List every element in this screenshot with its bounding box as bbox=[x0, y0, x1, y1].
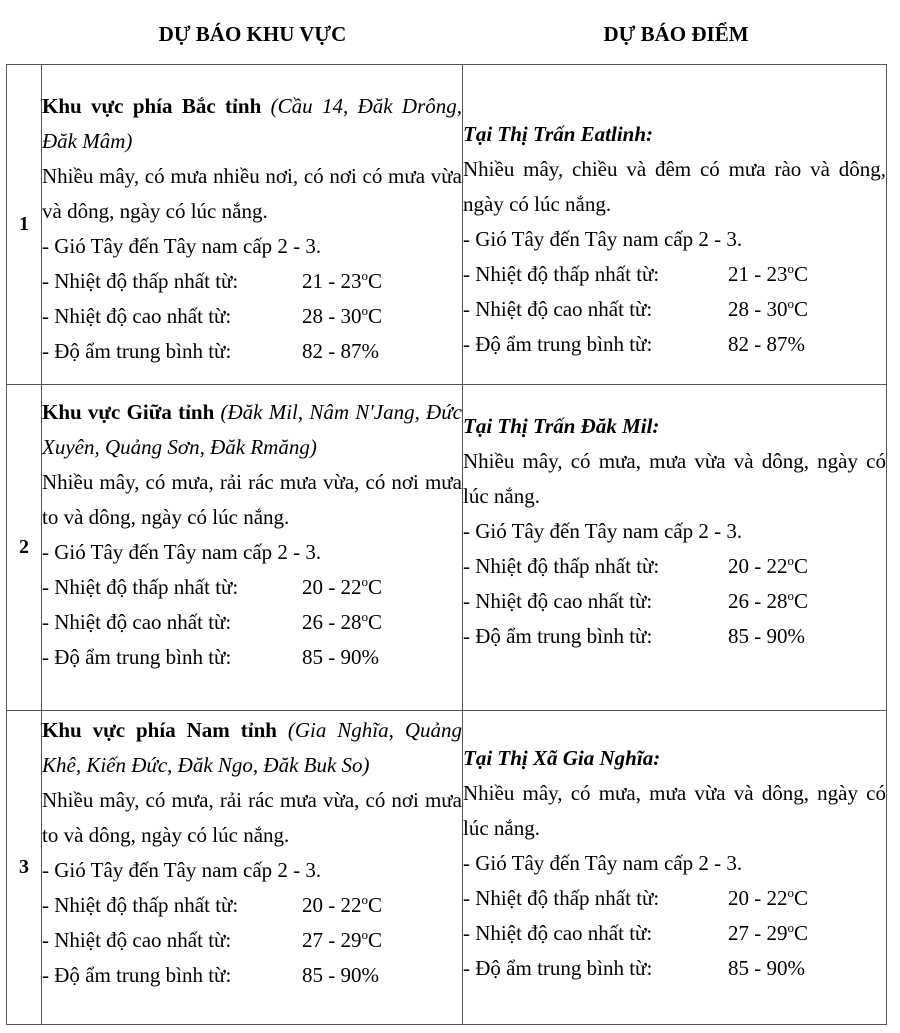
point-temp-min: - Nhiệt độ thấp nhất từ: 20 - 22$^o$C bbox=[463, 885, 809, 910]
region-title: Khu vực phía Bắc tỉnh (Cầu 14, Đăk Drông, Đăk Mâm) bbox=[42, 94, 462, 153]
point-temp-max: - Nhiệt độ cao nhất từ: 27 - 29$^o$C bbox=[463, 920, 809, 945]
region-humidity: - Độ ẩm trung bình từ: 85 - 90% bbox=[42, 645, 379, 669]
table-row bbox=[7, 65, 887, 385]
point-title: Tại Thị Xã Gia Nghĩa: bbox=[463, 746, 661, 770]
region-description: Nhiều mây, có mưa, rải rác mưa vừa, có nơi mưa to và dông, ngày có lúc nắng. bbox=[42, 470, 462, 529]
region-humidity: - Độ ẩm trung bình từ: 85 - 90% bbox=[42, 963, 379, 987]
point-humidity: - Độ ẩm trung bình từ: 85 - 90% bbox=[463, 624, 805, 648]
point-title: Tại Thị Trấn Eatlinh: bbox=[463, 122, 654, 146]
region-title: Khu vực phía Nam tỉnh (Gia Nghĩa, Quảng Khê, Kiến Đức, Đăk Ngo, Đăk Buk So) bbox=[42, 718, 462, 777]
point-description: Nhiều mây, chiều và đêm có mưa rào và dông, ngày có lúc nắng. bbox=[463, 157, 886, 216]
point-temp-min: - Nhiệt độ thấp nhất từ: 21 - 23$^o$C bbox=[463, 261, 809, 286]
region-wind: - Gió Tây đến Tây nam cấp 2 - 3. bbox=[42, 234, 322, 258]
region-forecast-cell bbox=[42, 385, 463, 711]
row-number: 2 bbox=[7, 385, 42, 711]
point-wind: - Gió Tây đến Tây nam cấp 2 - 3. bbox=[463, 519, 743, 543]
row-number: 1 bbox=[7, 65, 42, 385]
point-forecast-cell bbox=[463, 65, 887, 385]
region-forecast-cell bbox=[42, 711, 463, 1025]
region-description: Nhiều mây, có mưa, rải rác mưa vừa, có nơi mưa to và dông, ngày có lúc nắng. bbox=[42, 788, 462, 847]
region-forecast-header: DỰ BÁO KHU VỰC bbox=[158, 22, 347, 46]
point-forecast-header: DỰ BÁO ĐIỂM bbox=[603, 22, 749, 46]
point-description: Nhiều mây, có mưa, mưa vừa và dông, ngày có lúc nắng. bbox=[463, 449, 886, 508]
point-title: Tại Thị Trấn Đăk Mil: bbox=[463, 414, 660, 438]
point-humidity: - Độ ẩm trung bình từ: 85 - 90% bbox=[463, 956, 805, 980]
forecast-table bbox=[6, 64, 887, 1025]
region-temp-min: - Nhiệt độ thấp nhất từ: 21 - 23$^o$C bbox=[42, 268, 383, 293]
point-wind: - Gió Tây đến Tây nam cấp 2 - 3. bbox=[463, 227, 743, 251]
region-temp-max: - Nhiệt độ cao nhất từ: 28 - 30$^o$C bbox=[42, 303, 383, 328]
row-number: 3 bbox=[7, 711, 42, 1025]
point-wind: - Gió Tây đến Tây nam cấp 2 - 3. bbox=[463, 851, 743, 875]
point-forecast-cell bbox=[463, 385, 887, 711]
region-temp-min: - Nhiệt độ thấp nhất từ: 20 - 22$^o$C bbox=[42, 892, 383, 917]
region-temp-max: - Nhiệt độ cao nhất từ: 26 - 28$^o$C bbox=[42, 609, 383, 634]
point-temp-max: - Nhiệt độ cao nhất từ: 26 - 28$^o$C bbox=[463, 588, 809, 613]
point-forecast-cell bbox=[463, 711, 887, 1025]
point-description: Nhiều mây, có mưa, mưa vừa và dông, ngày có lúc nắng. bbox=[463, 781, 886, 840]
table-row bbox=[7, 385, 887, 711]
table-row bbox=[7, 711, 887, 1025]
region-temp-min: - Nhiệt độ thấp nhất từ: 20 - 22$^o$C bbox=[42, 574, 383, 599]
region-title: Khu vực Giữa tỉnh (Đăk Mil, Nâm N'Jang, Đức Xuyên, Quảng Sơn, Đăk Rmăng) bbox=[42, 400, 462, 459]
region-wind: - Gió Tây đến Tây nam cấp 2 - 3. bbox=[42, 540, 322, 564]
region-forecast-cell bbox=[42, 65, 463, 385]
region-humidity: - Độ ẩm trung bình từ: 82 - 87% bbox=[42, 339, 379, 363]
region-wind: - Gió Tây đến Tây nam cấp 2 - 3. bbox=[42, 858, 322, 882]
region-description: Nhiều mây, có mưa nhiều nơi, có nơi có mưa vừa và dông, ngày có lúc nắng. bbox=[42, 164, 462, 223]
point-humidity: - Độ ẩm trung bình từ: 82 - 87% bbox=[463, 332, 805, 356]
point-temp-min: - Nhiệt độ thấp nhất từ: 20 - 22$^o$C bbox=[463, 553, 809, 578]
point-temp-max: - Nhiệt độ cao nhất từ: 28 - 30$^o$C bbox=[463, 296, 809, 321]
region-temp-max: - Nhiệt độ cao nhất từ: 27 - 29$^o$C bbox=[42, 927, 383, 952]
